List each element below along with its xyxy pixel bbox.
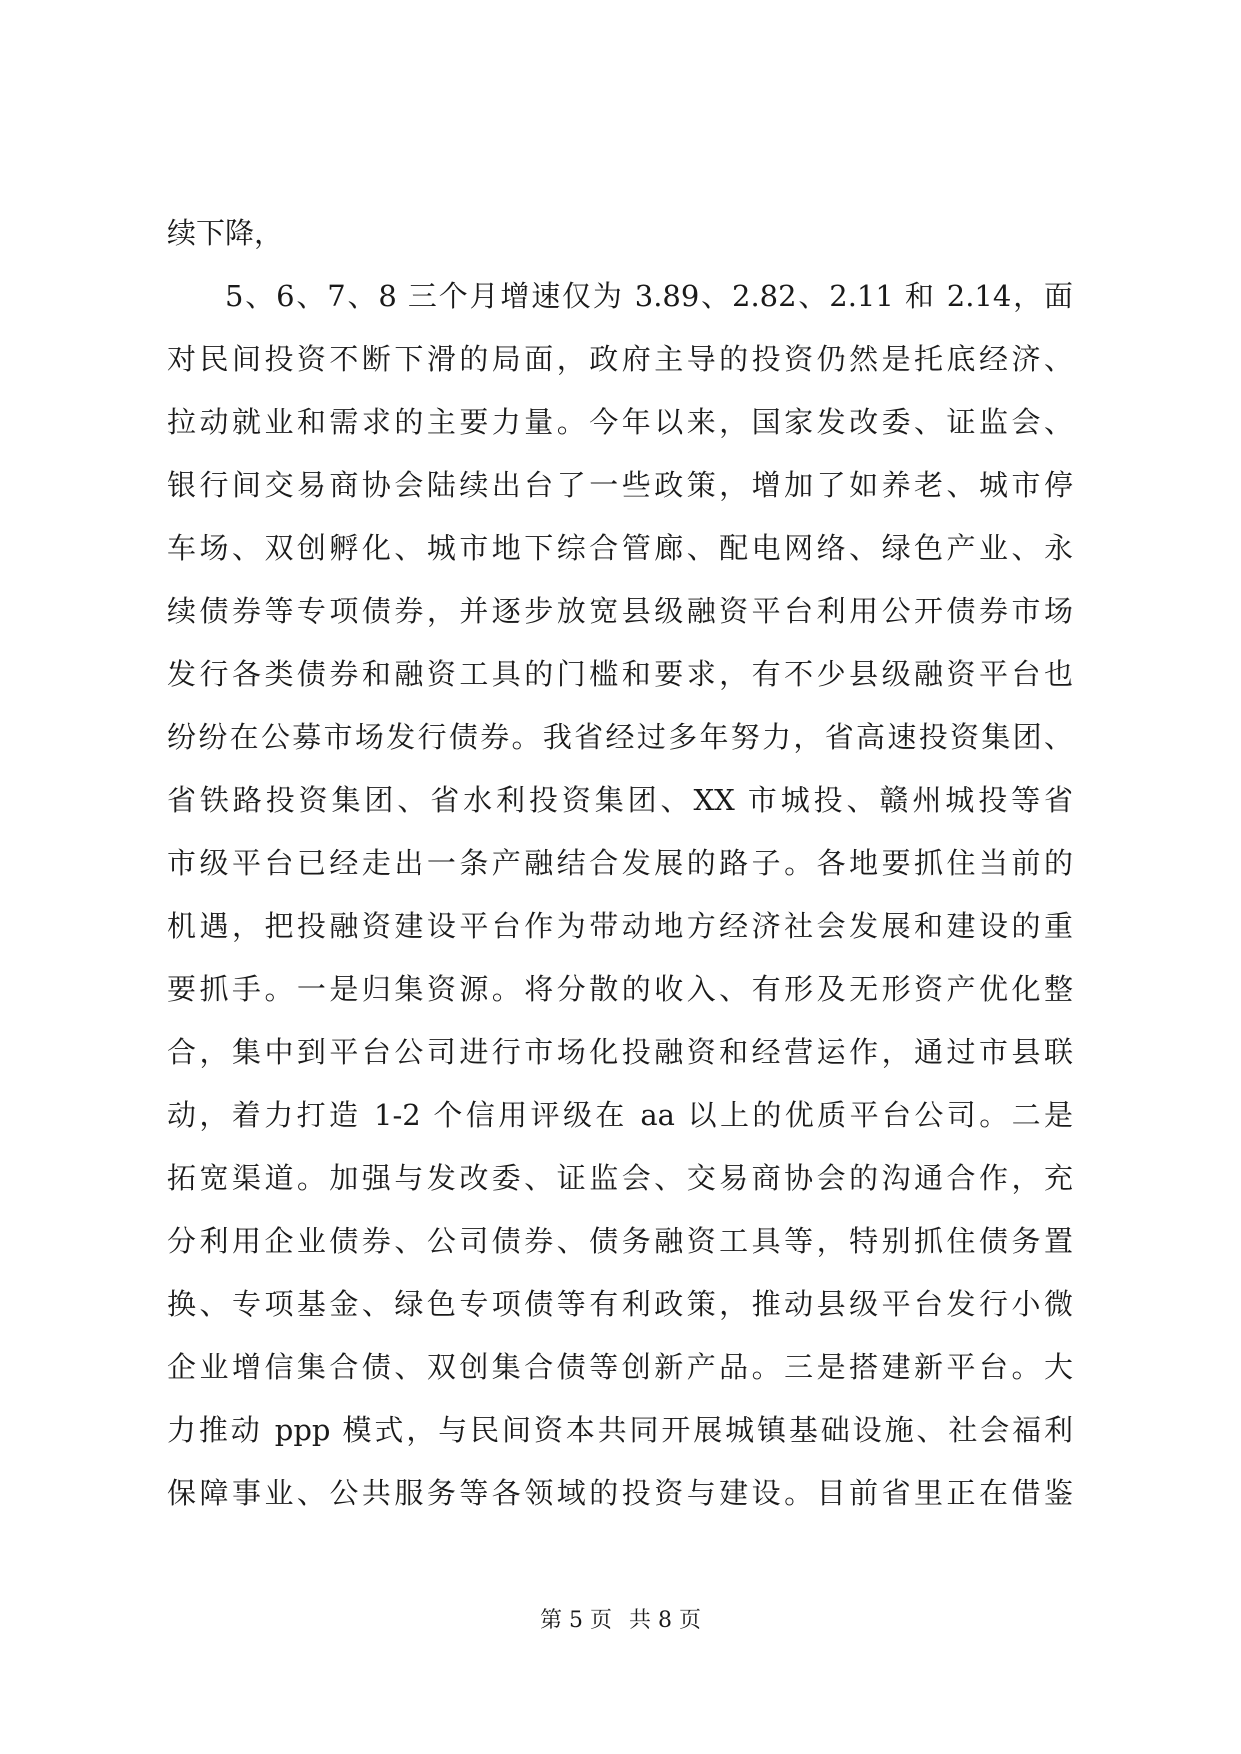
body-text <box>167 202 1073 1525</box>
page-number: 第 5 页 <box>540 1608 612 1633</box>
text-line: 拓宽渠道。加强与发改委、证监会、交易商协会的沟通合作，充 <box>167 1161 1073 1195</box>
text-line: 对民间投资不断下滑的局面，政府主导的投资仍然是托底经济、 <box>167 342 1073 376</box>
text-line: 拉动就业和需求的主要力量。今年以来，国家发改委、证监会、 <box>167 405 1073 439</box>
text-line: 企业增信集合债、双创集合债等创新产品。三是搭建新平台。大 <box>167 1350 1073 1384</box>
text-line: 发行各类债券和融资工具的门槛和要求，有不少县级融资平台也 <box>167 657 1073 691</box>
text-line: 动，着力打造 1-2 个信用评级在 aa 以上的优质平台公司。二是 <box>167 1098 1073 1132</box>
text-line: 5、6、7、8 三个月增速仅为 3.89、2.82、2.11 和 2.14，面 <box>225 279 1073 313</box>
text-line: 续债券等专项债券，并逐步放宽县级融资平台利用公开债券市场 <box>167 594 1073 628</box>
text-line: 力推动 ppp 模式，与民间资本共同开展城镇基础设施、社会福利 <box>167 1413 1073 1447</box>
text-line: 分利用企业债券、公司债券、债务融资工具等，特别抓住债务置 <box>167 1224 1073 1258</box>
page-footer <box>0 1606 1241 1636</box>
text-line: 银行间交易商协会陆续出台了一些政策，增加了如养老、城市停 <box>167 468 1073 502</box>
text-line: 市级平台已经走出一条产融结合发展的路子。各地要抓住当前的 <box>167 846 1073 880</box>
text-line: 机遇，把投融资建设平台作为带动地方经济社会发展和建设的重 <box>167 909 1073 943</box>
page-total: 共 8 页 <box>629 1608 701 1633</box>
text-line: 纷纷在公募市场发行债券。我省经过多年努力，省高速投资集团、 <box>167 720 1073 754</box>
text-line: 合，集中到平台公司进行市场化投融资和经营运作，通过市县联 <box>167 1035 1073 1069</box>
text-line: 续下降， <box>167 216 284 250</box>
text-line: 保障事业、公共服务等各领域的投资与建设。目前省里正在借鉴 <box>167 1476 1073 1510</box>
text-line: 换、专项基金、绿色专项债等有利政策，推动县级平台发行小微 <box>167 1287 1073 1321</box>
text-line: 要抓手。一是归集资源。将分散的收入、有形及无形资产优化整 <box>167 972 1073 1006</box>
text-line: 车场、双创孵化、城市地下综合管廊、配电网络、绿色产业、永 <box>167 531 1073 565</box>
text-line: 省铁路投资集团、省水利投资集团、XX 市城投、赣州城投等省 <box>167 783 1073 817</box>
